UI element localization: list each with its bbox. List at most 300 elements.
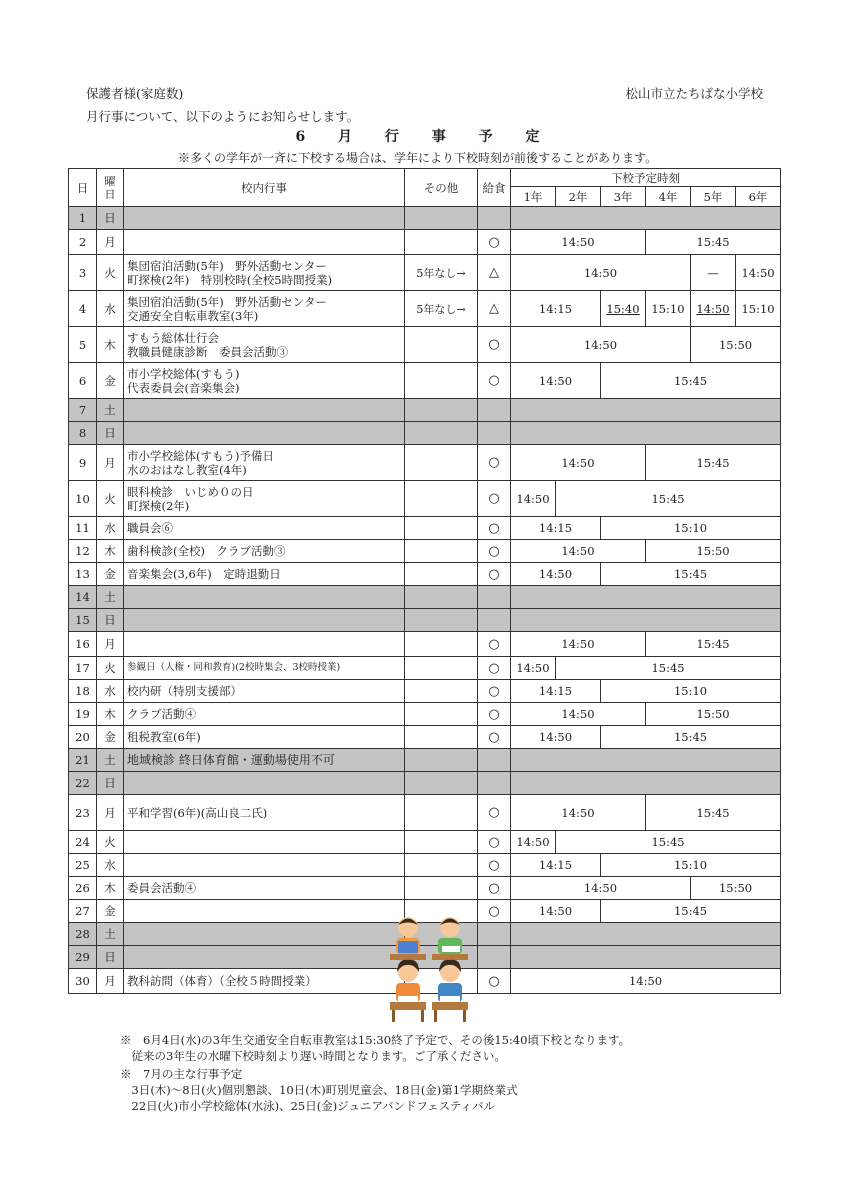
dismissal-cell-empty: [511, 586, 781, 609]
dismissal-time-cell: [511, 255, 691, 291]
lunch-cell: ○: [478, 563, 511, 586]
schedule-row: [69, 609, 781, 632]
event-line: クラブ活動④: [127, 707, 196, 721]
events-cell: [124, 363, 405, 399]
lunch-cell: [478, 749, 511, 772]
dismissal-cell-empty: [511, 946, 781, 969]
event-line: 校内研（特別支援部）: [127, 684, 242, 698]
dismissal-time-cell: [691, 327, 781, 363]
lunch-cell: ○: [478, 540, 511, 563]
dismissal-time: 15:10: [673, 521, 708, 535]
other-cell: [405, 772, 478, 795]
day-cell: 29: [69, 946, 97, 969]
dismissal-time: 14:50: [516, 491, 550, 506]
event-line: 集団宿泊活動(5年) 野外活動センター: [127, 294, 327, 309]
dismissal-time: 14:15: [538, 521, 573, 535]
dismissal-time-cell: [511, 657, 556, 680]
day-cell: 14: [69, 586, 97, 609]
header-day: 日: [69, 169, 97, 207]
day-cell: 26: [69, 877, 97, 900]
lunch-cell: ○: [478, 877, 511, 900]
dismissal-time-cell: [646, 795, 781, 831]
other-cell: [405, 517, 478, 540]
dismissal-time-cell: [601, 854, 781, 877]
dismissal-time: 14:15: [538, 301, 573, 316]
intro-text: 月行事について、以下のようにお知らせします。: [86, 109, 360, 124]
header-weekday-text: 曜日: [104, 174, 116, 201]
dismissal-time: 14:50: [561, 235, 595, 249]
lunch-cell: ○: [478, 445, 511, 481]
dismissal-time: 15:45: [696, 455, 730, 470]
other-cell: [405, 445, 478, 481]
weekday-cell: 月: [97, 632, 124, 657]
dismissal-time: 15:50: [718, 881, 753, 895]
day-cell: 8: [69, 422, 97, 445]
weekday-cell: 火: [97, 481, 124, 517]
schedule-row: [69, 680, 781, 703]
weekday-cell: 木: [97, 327, 124, 363]
event-line: 委員会活動④: [127, 881, 196, 895]
events-cell: [124, 207, 405, 230]
lunch-cell: [478, 923, 511, 946]
dismissal-time-cell: [556, 657, 781, 680]
events-cell: [124, 877, 405, 900]
weekday-cell: 金: [97, 726, 124, 749]
event-line: 教職員健康診断 委員会活動③: [127, 344, 288, 359]
dismissal-time-cell: [646, 230, 781, 255]
other-cell: [405, 422, 478, 445]
lunch-cell: ○: [478, 854, 511, 877]
dismissal-time: 15:45: [673, 567, 708, 581]
dismissal-time: 14:50: [561, 637, 595, 651]
event-line: 参観日（人権・同和教育)(2校時集会、3校時授業): [127, 662, 341, 673]
schedule-row: [69, 540, 781, 563]
day-cell: 20: [69, 726, 97, 749]
dismissal-time-cell: [511, 831, 556, 854]
day-cell: 18: [69, 680, 97, 703]
dismissal-time: 15:10: [741, 301, 775, 316]
schedule-table: [68, 168, 781, 994]
dismissal-time: 15:45: [696, 805, 730, 820]
dismissal-time: 14:50: [741, 265, 775, 280]
lunch-cell: ○: [478, 703, 511, 726]
day-cell: 30: [69, 969, 97, 994]
day-cell: 4: [69, 291, 97, 327]
schedule-row: [69, 772, 781, 795]
event-line: 租税教室(6年): [127, 730, 201, 744]
events-cell: [124, 230, 405, 255]
header-grade: 5年: [691, 187, 736, 207]
dismissal-time-cell: [601, 680, 781, 703]
events-cell: [124, 517, 405, 540]
weekday-cell: 土: [97, 749, 124, 772]
event-line: 代表委員会(音楽集会): [127, 380, 240, 395]
weekday-cell: 土: [97, 399, 124, 422]
schedule-row: [69, 854, 781, 877]
event-line: 歯科検診(全校) クラブ活動③: [127, 544, 286, 558]
dismissal-time-cell: [511, 854, 601, 877]
weekday-cell: 日: [97, 207, 124, 230]
lunch-cell: [478, 946, 511, 969]
schedule-row: [69, 445, 781, 481]
lunch-cell: ○: [478, 657, 511, 680]
lunch-cell: ○: [478, 327, 511, 363]
dismissal-time-cell: [736, 255, 781, 291]
dismissal-note: ※多くの学年が一斉に下校する場合は、学年により下校時刻が前後することがあります。: [178, 151, 658, 165]
weekday-cell: 火: [97, 831, 124, 854]
footnote-2: [120, 1066, 518, 1114]
dismissal-cell-empty: [511, 772, 781, 795]
weekday-cell: 水: [97, 517, 124, 540]
dismissal-time-cell: [601, 726, 781, 749]
dismissal-time: 15:50: [696, 707, 730, 721]
weekday-cell: 日: [97, 422, 124, 445]
event-line: 町探検(2年): [127, 498, 190, 513]
footnote-2-title: ※ 7月の主な行事予定: [120, 1067, 243, 1081]
events-cell: [124, 680, 405, 703]
events-cell: [124, 900, 405, 923]
weekday-cell: 月: [97, 230, 124, 255]
events-cell: [124, 703, 405, 726]
dismissal-cell-empty: [511, 923, 781, 946]
events-cell: [124, 540, 405, 563]
dismissal-time: 15:45: [651, 661, 685, 675]
dismissal-time: 14:50: [561, 455, 595, 470]
other-cell: [405, 749, 478, 772]
footnote-1-line-1: ※ 6月4日(水)の3年生交通安全自転車教室は15:30終了予定で、その後15:40頃下校となります。: [120, 1033, 631, 1047]
lunch-cell: ○: [478, 831, 511, 854]
dismissal-time: 15:45: [673, 373, 708, 388]
dismissal-time-cell: [511, 680, 601, 703]
events-cell: [124, 854, 405, 877]
dismissal-time-cell: [511, 726, 601, 749]
schedule-row: [69, 831, 781, 854]
weekday-cell: 金: [97, 363, 124, 399]
dismissal-time: 14:50: [561, 707, 595, 721]
header-grade: 3年: [601, 187, 646, 207]
day-cell: 15: [69, 609, 97, 632]
lunch-cell: ○: [478, 900, 511, 923]
day-cell: 24: [69, 831, 97, 854]
day-cell: 28: [69, 923, 97, 946]
dismissal-time-cell: [511, 291, 601, 327]
day-cell: 5: [69, 327, 97, 363]
other-cell: [405, 831, 478, 854]
dismissal-cell-empty: [511, 609, 781, 632]
lunch-cell: △: [478, 291, 511, 327]
dismissal-time-cell: [511, 877, 691, 900]
day-cell: 9: [69, 445, 97, 481]
header-dismissal: 下校予定時刻: [511, 169, 781, 187]
other-cell: [405, 854, 478, 877]
lunch-cell: ○: [478, 632, 511, 657]
footnote-2-line-1: 3日(木)～8日(火)個別懇談、10日(木)町別児童会、18日(金)第1学期終業式: [120, 1083, 518, 1097]
weekday-cell: 水: [97, 680, 124, 703]
dismissal-time: 14:15: [538, 684, 573, 698]
lunch-cell: ○: [478, 726, 511, 749]
other-cell: [405, 207, 478, 230]
event-line: 平和学習(6年)(高山良二氏): [127, 805, 268, 820]
dismissal-time: 14:50: [538, 567, 573, 581]
lunch-cell: ○: [478, 969, 511, 994]
lunch-cell: ○: [478, 795, 511, 831]
dismissal-time: 15:10: [651, 301, 685, 316]
dismissal-time: —: [707, 265, 719, 280]
lunch-cell: [478, 609, 511, 632]
header-other: その他: [405, 169, 478, 207]
weekday-cell: 水: [97, 854, 124, 877]
schedule-row: [69, 657, 781, 680]
dismissal-time-cell: [511, 481, 556, 517]
dismissal-time: 15:50: [718, 337, 753, 352]
dismissal-time: 14:50: [538, 730, 573, 744]
event-line: 市小学校総体(すもう)予備日: [127, 448, 274, 463]
dismissal-time: 14:15: [538, 858, 573, 872]
events-cell: [124, 586, 405, 609]
events-cell: [124, 481, 405, 517]
day-cell: 7: [69, 399, 97, 422]
header-grade: 6年: [736, 187, 781, 207]
dismissal-cell-empty: [511, 207, 781, 230]
day-cell: 2: [69, 230, 97, 255]
event-line: 市小学校総体(すもう): [127, 366, 240, 381]
students-illustration: [388, 914, 470, 1022]
dismissal-time: 14:50: [538, 904, 573, 918]
dismissal-time-cell: [511, 517, 601, 540]
event-line: 交通安全自転車教室(3年): [127, 308, 259, 323]
lunch-cell: [478, 586, 511, 609]
events-cell: [124, 445, 405, 481]
dismissal-time: 15:45: [651, 835, 685, 849]
dismissal-time-cell: [556, 831, 781, 854]
weekday-cell: 日: [97, 946, 124, 969]
weekday-cell: 日: [97, 609, 124, 632]
schedule-row: [69, 795, 781, 831]
dismissal-cell-empty: [511, 749, 781, 772]
recipient-label: 保護者様(家庭数): [86, 86, 184, 101]
event-line: 集団宿泊活動(5年) 野外活動センター: [127, 258, 327, 273]
other-cell: [405, 399, 478, 422]
events-cell: [124, 946, 405, 969]
lunch-cell: ○: [478, 230, 511, 255]
dismissal-time-cell: [511, 632, 646, 657]
weekday-cell: 木: [97, 540, 124, 563]
school-name: 松山市立たちばな小学校: [625, 86, 763, 101]
schedule-row: [69, 327, 781, 363]
day-cell: 1: [69, 207, 97, 230]
lunch-cell: [478, 772, 511, 795]
dismissal-time: 15:10: [673, 684, 708, 698]
schedule-row: [69, 749, 781, 772]
events-cell: [124, 609, 405, 632]
dismissal-time: 14:50: [516, 835, 550, 849]
other-cell: [405, 363, 478, 399]
weekday-cell: 木: [97, 877, 124, 900]
lunch-cell: ○: [478, 680, 511, 703]
dismissal-time: 14:50: [583, 337, 618, 352]
weekday-cell: 火: [97, 657, 124, 680]
events-cell: [124, 422, 405, 445]
dismissal-time-cell: [646, 445, 781, 481]
event-line: 職員会⑥: [127, 521, 173, 535]
weekday-cell: 日: [97, 772, 124, 795]
dismissal-time-cell: [511, 969, 781, 994]
dismissal-time-cell: [601, 900, 781, 923]
other-cell: [405, 327, 478, 363]
lunch-cell: ○: [478, 517, 511, 540]
events-cell: [124, 969, 405, 994]
event-line: 教科訪問（体育）（全校５時間授業）: [127, 974, 317, 988]
day-cell: 6: [69, 363, 97, 399]
events-cell: [124, 923, 405, 946]
dismissal-cell-empty: [511, 422, 781, 445]
schedule-row: [69, 517, 781, 540]
schedule-row: [69, 563, 781, 586]
lunch-cell: [478, 207, 511, 230]
lunch-cell: △: [478, 255, 511, 291]
event-line: 音楽集会(3,6年) 定時退勤日: [127, 567, 281, 581]
dismissal-time-cell: [601, 563, 781, 586]
schedule-row: [69, 230, 781, 255]
weekday-cell: 火: [97, 255, 124, 291]
day-cell: 13: [69, 563, 97, 586]
schedule-row: [69, 363, 781, 399]
other-cell: 5年なし→: [405, 255, 478, 291]
day-cell: 25: [69, 854, 97, 877]
dismissal-time: 14:50: [583, 881, 618, 895]
events-cell: [124, 726, 405, 749]
footnote-2-line-2: 22日(火)市小学校総体(水泳)、25日(金)ジュニアバンドフェスティバル: [120, 1099, 495, 1113]
dismissal-time-cell: [691, 255, 736, 291]
day-cell: 3: [69, 255, 97, 291]
events-cell: [124, 831, 405, 854]
dismissal-time: 14:50: [561, 805, 595, 820]
other-cell: [405, 586, 478, 609]
dismissal-time-cell: [511, 363, 601, 399]
other-cell: [405, 680, 478, 703]
schedule-row: [69, 255, 781, 291]
event-line: 地域検診 終日体育館・運動場使用不可: [127, 753, 335, 767]
schedule-row: [69, 207, 781, 230]
header-weekday: [97, 169, 124, 207]
day-cell: 27: [69, 900, 97, 923]
weekday-cell: 土: [97, 923, 124, 946]
events-cell: [124, 632, 405, 657]
events-cell: [124, 749, 405, 772]
schedule-row: [69, 586, 781, 609]
lunch-cell: ○: [478, 481, 511, 517]
event-line: 町探検(2年) 特別校時(全校5時間授業): [127, 272, 333, 287]
schedule-row: [69, 422, 781, 445]
events-cell: [124, 327, 405, 363]
schedule-row: [69, 291, 781, 327]
events-cell: [124, 291, 405, 327]
schedule-row: [69, 877, 781, 900]
dismissal-time-cell: [511, 230, 646, 255]
dismissal-time-cell: [691, 877, 781, 900]
day-cell: 23: [69, 795, 97, 831]
other-cell: [405, 657, 478, 680]
other-cell: [405, 726, 478, 749]
header-lunch: 給食: [478, 169, 511, 207]
day-cell: 21: [69, 749, 97, 772]
day-cell: 22: [69, 772, 97, 795]
dismissal-time-cell: [646, 632, 781, 657]
other-cell: [405, 795, 478, 831]
weekday-cell: 月: [97, 969, 124, 994]
dismissal-time-cell: [511, 327, 691, 363]
weekday-cell: 月: [97, 795, 124, 831]
dismissal-time-cell: [646, 291, 691, 327]
dismissal-time: 15:45: [696, 235, 730, 249]
dismissal-time: 15:50: [696, 544, 730, 558]
event-line: 水のおはなし教室(4年): [127, 462, 247, 477]
event-line: すもう総体壮行会: [127, 330, 219, 345]
weekday-cell: 月: [97, 445, 124, 481]
lunch-cell: ○: [478, 363, 511, 399]
page-title: 6 月 行 事 予 定: [295, 129, 554, 145]
other-cell: [405, 230, 478, 255]
weekday-cell: 水: [97, 291, 124, 327]
day-cell: 19: [69, 703, 97, 726]
dismissal-time-cell: [511, 795, 646, 831]
other-cell: [405, 481, 478, 517]
schedule-row: [69, 399, 781, 422]
dismissal-time: 14:50: [583, 265, 618, 280]
dismissal-time-cell: [646, 703, 781, 726]
events-cell: [124, 399, 405, 422]
event-line: 眼科検診 いじめ０の日: [127, 484, 254, 499]
events-cell: [124, 563, 405, 586]
schedule-row: [69, 481, 781, 517]
events-cell: [124, 772, 405, 795]
dismissal-time-cell: [511, 540, 646, 563]
weekday-cell: 土: [97, 586, 124, 609]
dismissal-time: 14:50: [696, 301, 730, 316]
dismissal-time-cell: [601, 291, 646, 327]
dismissal-time: 15:45: [651, 491, 685, 506]
header-grade: 2年: [556, 187, 601, 207]
other-cell: [405, 632, 478, 657]
lunch-cell: [478, 399, 511, 422]
other-cell: [405, 563, 478, 586]
footnote-1-line-2: 従来の3年生の水曜下校時刻より遅い時間となります。ご了承ください。: [120, 1049, 506, 1063]
weekday-cell: 金: [97, 900, 124, 923]
schedule-row: [69, 726, 781, 749]
dismissal-time-cell: [646, 540, 781, 563]
dismissal-time: 15:40: [606, 301, 640, 316]
weekday-cell: 木: [97, 703, 124, 726]
dismissal-time-cell: [511, 563, 601, 586]
dismissal-time: 15:45: [673, 730, 708, 744]
header-grade: 1年: [511, 187, 556, 207]
day-cell: 11: [69, 517, 97, 540]
schedule-row: [69, 632, 781, 657]
dismissal-time: 15:10: [673, 858, 708, 872]
dismissal-time: 14:50: [628, 974, 663, 988]
dismissal-time-cell: [736, 291, 781, 327]
dismissal-time-cell: [511, 703, 646, 726]
events-cell: [124, 795, 405, 831]
day-cell: 12: [69, 540, 97, 563]
other-cell: [405, 609, 478, 632]
dismissal-time-cell: [691, 291, 736, 327]
dismissal-time-cell: [556, 481, 781, 517]
dismissal-time: 15:45: [696, 637, 730, 651]
other-cell: [405, 540, 478, 563]
dismissal-time: 14:50: [538, 373, 573, 388]
header-events: 校内行事: [124, 169, 405, 207]
